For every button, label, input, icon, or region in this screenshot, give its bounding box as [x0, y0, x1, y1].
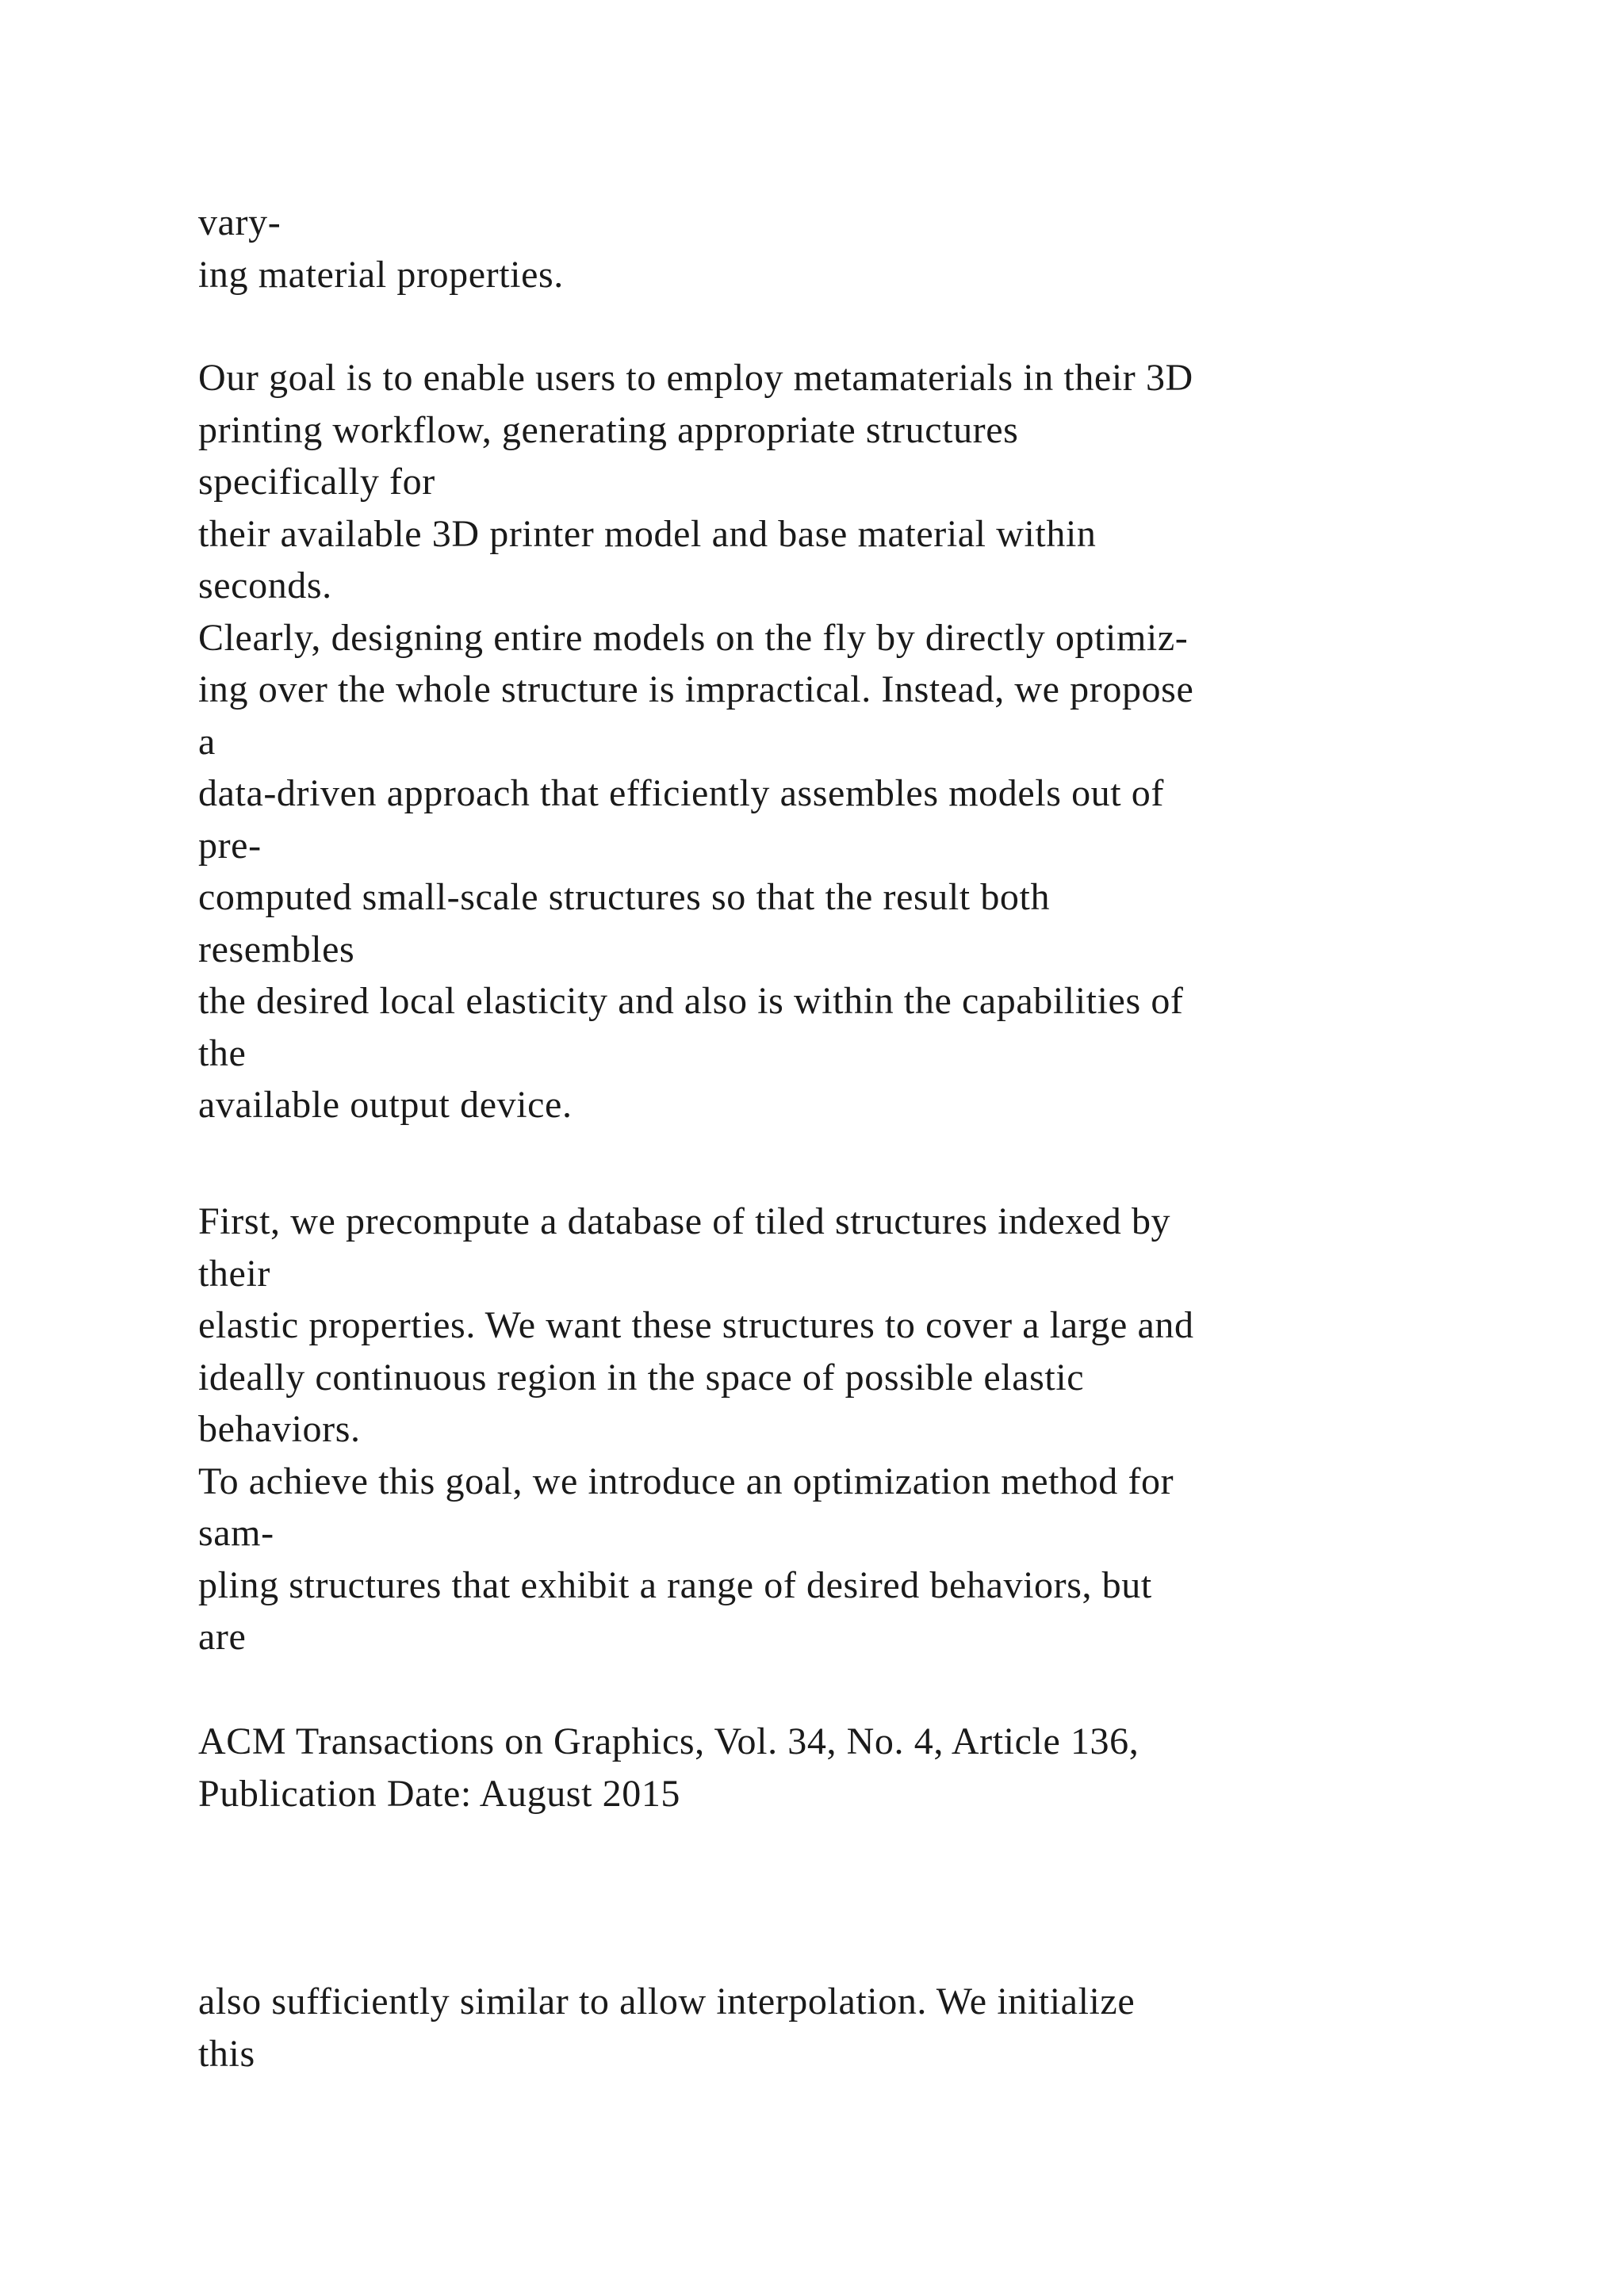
footer-line: Publication Date: August 2015 [198, 1772, 681, 1815]
text-line: resembles [198, 928, 355, 970]
publication-footer [198, 1716, 1513, 1820]
text-line: also sufficiently similar to allow interpolation. We initialize [198, 1980, 1136, 2022]
text-line: specifically for [198, 461, 435, 503]
text-line: pling structures that exhibit a range of desired behaviors, but [198, 1563, 1152, 1606]
text-line: their available 3D printer model and base material within [198, 512, 1097, 555]
text-line: their [198, 1252, 270, 1295]
text-line: behaviors. [198, 1408, 361, 1450]
text-line: ideally continuous region in the space of possible elastic [198, 1356, 1085, 1399]
text-line: the [198, 1031, 247, 1074]
text-line: printing workflow, generating appropriate structures [198, 408, 1019, 451]
text-line: are [198, 1616, 247, 1658]
text-line: seconds. [198, 564, 332, 607]
text-line: available output device. [198, 1084, 573, 1126]
text-line: vary- [198, 201, 282, 243]
text-line: a [198, 720, 216, 763]
footer-line: ACM Transactions on Graphics, Vol. 34, No. 4, Article 136, [198, 1720, 1139, 1762]
text-line: data-driven approach that efficiently assembles models out of [198, 772, 1164, 814]
paragraph-continuation [198, 197, 1513, 300]
text-line: ing material properties. [198, 253, 564, 296]
paragraph-database [198, 1196, 1513, 1663]
text-line: Clearly, designing entire models on the fly by directly optimiz- [198, 616, 1189, 659]
text-line: sam- [198, 1512, 274, 1554]
text-line: ing over the whole structure is impractical. Instead, we propose [198, 668, 1194, 710]
text-line: computed small-scale structures so that the result both [198, 876, 1051, 918]
text-line: elastic properties. We want these structures to cover a large and [198, 1304, 1194, 1346]
paragraph-interpolation [198, 1976, 1513, 2080]
paragraph-goal [198, 352, 1513, 1131]
text-line: Our goal is to enable users to employ metamaterials in their 3D [198, 357, 1193, 399]
text-line: the desired local elasticity and also is within the capabilities of [198, 980, 1184, 1022]
text-line: pre- [198, 824, 262, 867]
text-line: First, we precompute a database of tiled structures indexed by [198, 1200, 1171, 1242]
text-line: To achieve this goal, we introduce an optimization method for [198, 1460, 1174, 1502]
text-line: this [198, 2032, 255, 2075]
